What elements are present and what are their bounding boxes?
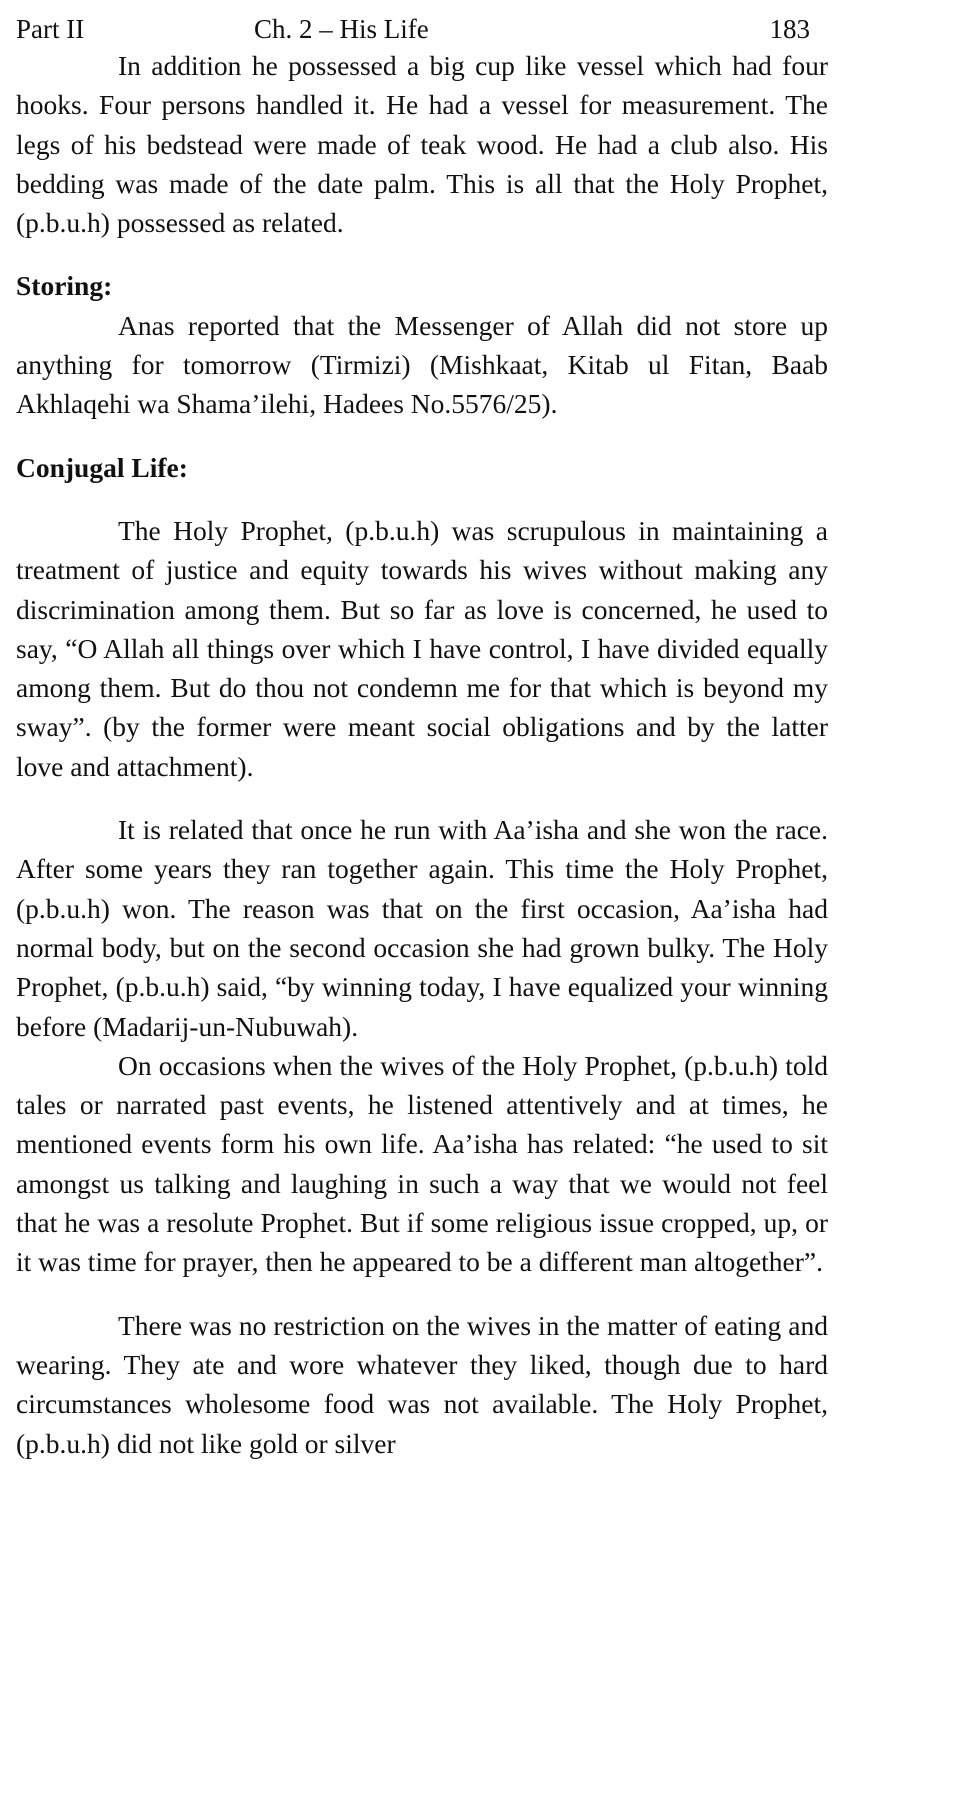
- book-page: [16, 0, 828, 1463]
- conjugal-life-heading: Conjugal Life:: [16, 451, 188, 483]
- conjugal-paragraph-2: It is related that once he run with Aa’isha and she won the race. After some years they ran together again. This time the Holy Prophet, (p.b.u.h) won. The reason was that on the first occasion, Aa’isha had normal body, but on the second occasion she had grown bulky. The Holy Prophet, (p.b.u.h) said, “by winning today, I have equalized your winning before (Madarij-un-Nubuwah).: [16, 814, 828, 1042]
- conjugal-paragraph-3: On occasions when the wives of the Holy Prophet, (p.b.u.h) told tales or narrated past events, he listened attentively and at times, he mentioned events form his own life. Aa’isha has related: “he used to sit amongst us talking and laughing in such a way that we would not feel that he was a resolute Prophet. But if some religious issue cropped, up, or it was time for prayer, then he appeared to be a different man altogether”.: [16, 1049, 828, 1278]
- part-label: Part II: [16, 14, 85, 44]
- section-spacer: [16, 487, 828, 511]
- paragraph-spacer: [16, 786, 828, 810]
- storing-paragraph: Anas reported that the Messenger of Allah did not store up anything for tomorrow (Tirmizi) (Mishkaat, Kitab ul Fitan, Baab Akhlaqehi wa Shama’ilehi, Hadees No.5576/25).: [16, 309, 828, 420]
- chapter-title: Ch. 2 – His Life: [254, 14, 429, 44]
- running-header: [16, 0, 828, 46]
- conjugal-paragraph-1: The Holy Prophet, (p.b.u.h) was scrupulous in maintaining a treatment of justice and equity towards his wives without making any discrimination among them. But so far as love is concerned, he used to say, “O Allah all things over which I have control, I have divided equally among them. But do thou not condemn me for that which is beyond my sway”. (by the former were meant social obligations and by the latter love and attachment).: [16, 514, 828, 782]
- page-body: [16, 46, 828, 1463]
- intro-paragraph: In addition he possessed a big cup like vessel which had four hooks. Four persons handled it. He had a vessel for measurement. The legs of his bedstead were made of teak wood. He had a club also. His bedding was made of the date palm. This is all that the Holy Prophet, (p.b.u.h) possessed as related.: [16, 50, 828, 239]
- paragraph-spacer: [16, 1282, 828, 1306]
- conjugal-paragraph-4: There was no restriction on the wives in the matter of eating and wearing. They ate and wore whatever they liked, though due to hard circumstances wholesome food was not available. The Holy Prophet, (p.b.u.h) did not like gold or silver: [16, 1309, 828, 1459]
- section-spacer: [16, 242, 828, 266]
- page-number: 183: [769, 14, 810, 44]
- storing-heading: Storing:: [16, 270, 113, 302]
- section-spacer: [16, 424, 828, 448]
